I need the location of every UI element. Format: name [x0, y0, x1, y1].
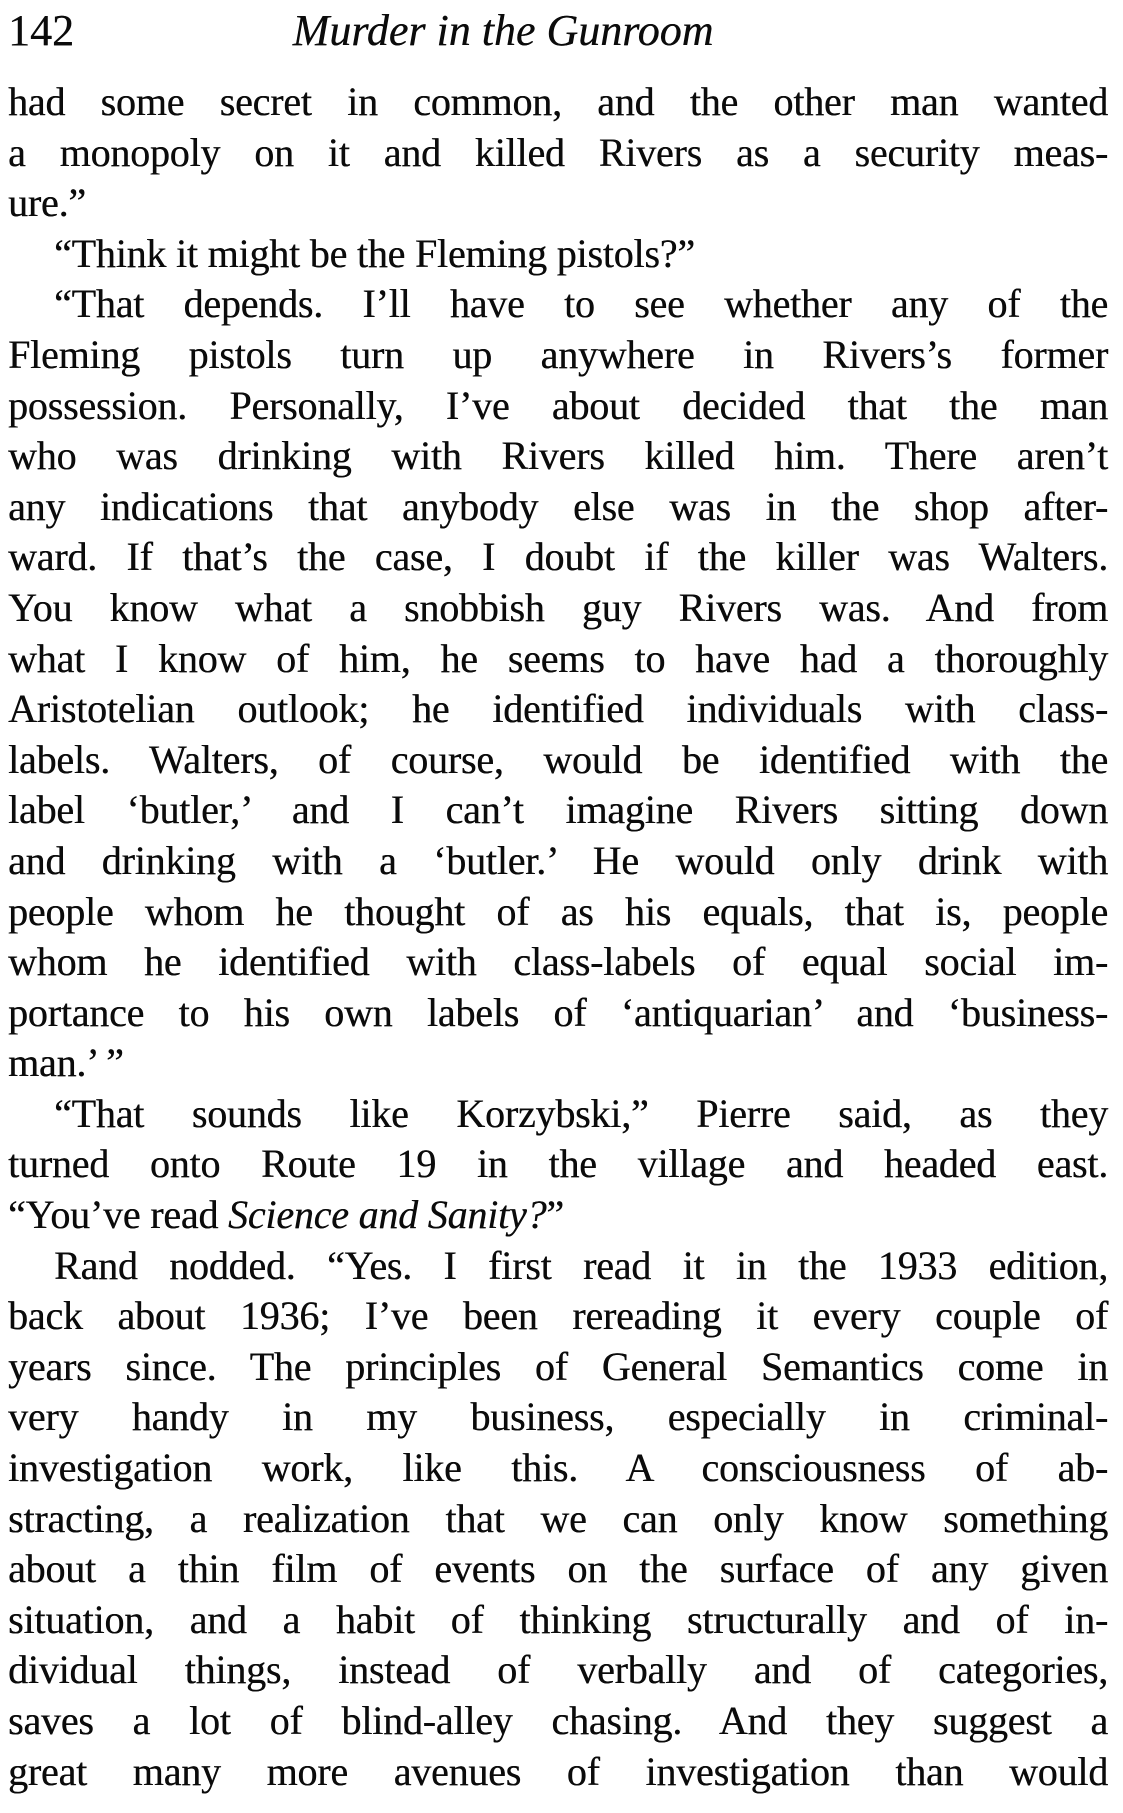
- text-segment: “That sounds like Korzybski,” Pierre said, as they: [54, 1090, 1108, 1136]
- text-line: [8, 836, 1108, 887]
- text-segment: man.’ ”: [8, 1040, 124, 1086]
- text-segment: a monopoly on it and killed Rivers as a security meas-: [8, 129, 1108, 175]
- text-line: [8, 431, 1108, 482]
- text-line: [8, 1089, 1108, 1140]
- text-segment: stracting, a realization that we can only know something: [8, 1495, 1108, 1541]
- text-line: [8, 178, 1108, 229]
- text-segment: back about 1936; I’ve been rereading it every couple of: [8, 1293, 1108, 1339]
- text-segment: very handy in my business, especially in criminal-: [8, 1394, 1108, 1440]
- page-body: [8, 77, 1108, 1797]
- text-line: [8, 128, 1108, 179]
- text-segment: Rand nodded. “Yes. I first read it in the 1933 edition,: [54, 1242, 1108, 1288]
- text-segment: saves a lot of blind-alley chasing. And they suggest a: [8, 1698, 1108, 1743]
- text-line: [8, 482, 1108, 533]
- text-line: [8, 684, 1108, 735]
- text-segment: great many more avenues of investigation than would: [8, 1748, 1108, 1794]
- text-line: [8, 532, 1108, 583]
- text-line: [8, 1696, 1108, 1747]
- text-line: [8, 1139, 1108, 1190]
- text-segment: investigation work, like this. A consciousness of ab-: [8, 1445, 1108, 1491]
- text-line: [8, 1342, 1108, 1393]
- book-title-italic: Science and Sanity?: [227, 1192, 547, 1238]
- page-header: [8, 6, 1108, 55]
- text-line: [8, 229, 1108, 280]
- text-segment: portance to his own labels of ‘antiquarian’ and ‘business-: [8, 989, 1108, 1035]
- text-segment: what I know of him, he seems to have had a thoroughly: [8, 635, 1108, 681]
- text-line: [8, 1190, 1108, 1241]
- text-segment: dividual things, instead of verbally and of categories,: [8, 1647, 1108, 1693]
- text-segment: turned onto Route 19 in the village and headed east.: [8, 1141, 1108, 1187]
- text-segment: situation, and a habit of thinking structurally and of in-: [8, 1596, 1108, 1642]
- text-line: [8, 1241, 1108, 1292]
- text-line: [8, 1291, 1108, 1342]
- text-segment: ure.”: [8, 180, 86, 226]
- text-line: [8, 1645, 1108, 1696]
- text-segment: “Think it might be the Fleming pistols?”: [54, 230, 695, 276]
- text-line: [8, 1747, 1108, 1798]
- text-line: [8, 785, 1108, 836]
- text-segment: who was drinking with Rivers killed him. There aren’t: [8, 433, 1108, 479]
- running-title: Murder in the Gunroom: [292, 6, 714, 55]
- text-line: [8, 381, 1108, 432]
- text-segment: people whom he thought of as his equals, that is, people: [8, 888, 1108, 934]
- text-line: [8, 77, 1108, 128]
- text-segment: “That depends. I’ll have to see whether any of the: [54, 281, 1108, 327]
- page-number: 142: [8, 6, 74, 55]
- text-line: [8, 1443, 1108, 1494]
- text-segment: about a thin film of events on the surface of any given: [8, 1546, 1108, 1592]
- text-segment: label ‘butler,’ and I can’t imagine Rivers sitting down: [8, 787, 1108, 833]
- text-line: [8, 1494, 1108, 1545]
- text-line: [8, 583, 1108, 634]
- paragraph: [8, 229, 1108, 280]
- text-line: [8, 1595, 1108, 1646]
- text-line: [8, 279, 1108, 330]
- text-line: [8, 937, 1108, 988]
- paragraph: [8, 1241, 1108, 1798]
- text-line: [8, 1392, 1108, 1443]
- paragraph: [8, 279, 1108, 1089]
- text-line: [8, 1038, 1108, 1089]
- text-segment: had some secret in common, and the other man wanted: [8, 79, 1108, 124]
- text-segment: Fleming pistols turn up anywhere in Rivers’s former: [8, 331, 1108, 377]
- text-segment: ward. If that’s the case, I doubt if the killer was Walters.: [8, 534, 1108, 580]
- text-segment: whom he identified with class-labels of equal social im-: [8, 939, 1108, 985]
- text-segment: any indications that anybody else was in the shop after-: [8, 483, 1108, 529]
- paragraph: [8, 77, 1108, 229]
- text-segment: You know what a snobbish guy Rivers was. And from: [8, 584, 1108, 630]
- text-line: [8, 735, 1108, 786]
- text-line: [8, 887, 1108, 938]
- text-line: [8, 634, 1108, 685]
- text-segment: labels. Walters, of course, would be identified with the: [8, 736, 1108, 782]
- paragraph: [8, 1089, 1108, 1241]
- text-line: [8, 988, 1108, 1039]
- text-segment: ”: [546, 1192, 564, 1238]
- text-line: [8, 1544, 1108, 1595]
- text-segment: years since. The principles of General Semantics come in: [8, 1343, 1108, 1389]
- text-segment: possession. Personally, I’ve about decided that the man: [8, 382, 1108, 428]
- text-segment: Aristotelian outlook; he identified individuals with class-: [8, 686, 1108, 732]
- text-line: [8, 330, 1108, 381]
- text-segment: and drinking with a ‘butler.’ He would only drink with: [8, 837, 1108, 883]
- text-segment: “You’ve read: [8, 1192, 228, 1238]
